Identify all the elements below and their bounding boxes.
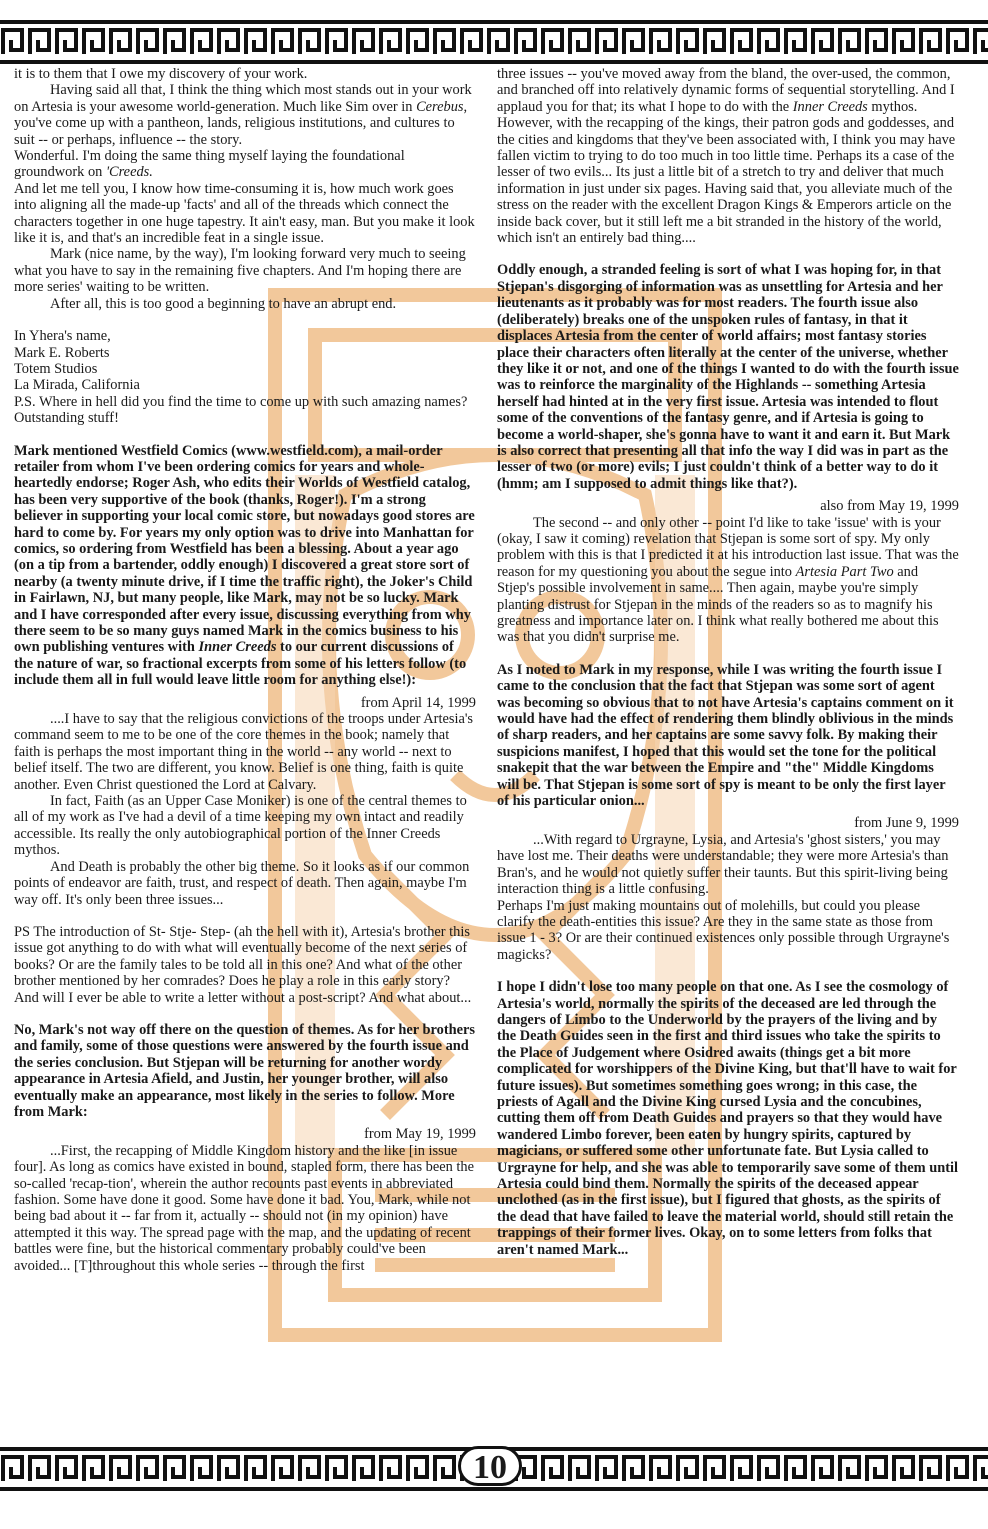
right-column (497, 66, 959, 1442)
letter-paragraph: ....I have to say that the religious convictions of the troops under Artesia's command seem to me to be one of the core themes in the book; namely that faith is perhaps the most important thing in the world -- any world -- next to belief itself. The two are different, you know. Belief is one thing, faith is quite another. Even Christ questioned the Lord at Calvary. (14, 711, 474, 793)
editor-response: Mark mentioned Westfield Comics (www.westfield.com), a mail-order retailer from whom I've been ordering comics for years and whole-heartedly endorse; Roger Ash, who edits their Worlds of Westfield catalog, has been very supportive of the book (thanks, Roger!). I'm a strong believer in supporting your local comic store, but nowadays good stores are hard to come by. For years my only option was to drive into Manhattan for comics, so ordering from Westfield has been a blessing. About a year ago (on a tip from a bartender, oddly enough) I discovered a great store sort of nearby (a twenty minute drive, if I time the traffic right), the Joker's Child in Fairlawn, NJ, but many people, like Mark, may not be so lucky. Mark and I have corresponded after every issue, discussing everything from why there seem to be so many guys named Mark in the comics business to his own publishing ventures with Inner Creeds to our current discussions of the nature of war, so fractional excerpts from some of his letters follow (to include them all in full would leave little room for anything else!): (14, 442, 475, 689)
left-column (14, 66, 476, 1442)
editor-response: I hope I didn't lose too many people on that one. As I see the cosmology of Artesia's world, normally the spirits of the deceased are led through the dangers of Limbo to the Underworld by the prayers of the living and by the Death Guides seen in the first and third issues who take the spirits to the Place of Judgement where Osidred awaits (things get a bit more complicated for worshippers of the Divine King, but that'll have to wait for future issues). But sometimes something goes wrong; in this case, the priests of Agall and the Divine King cursed Lysia and the concubines, cutting them off from Death Guides and prayers so that they would have wandered Limbo forever, been eaten by hungry spirits, captured by magicians, or suffered some other unfortunate fate. But Lysia called to Urgrayne for help, and she was able to temporarily save some of them until Artesia could bind them. Normally the spirits of the deceased appear unclothed (as in the first issue), but I figured that ghosts, as the spirits of the dead that have failed to leave the material world, should still retain the trappings of their former lives. Okay, on to some letters from folks that aren't named Mark... (497, 979, 958, 1258)
page-number: 10 (458, 1446, 522, 1486)
letter-paragraph: Having said all that, I think the thing which most stands out in your work on Artesia is your awesome world-generation. Much like Sim over in Cerebus, you've come up with a pantheon, lands, religious institutions, and cultures to suit -- or perhaps, influence -- the story. (14, 82, 472, 148)
editor-response: No, Mark's not way off there on the question of themes. As for her brothers and family, some of those questions were answered by the fourth issue and the series conclusion. But Stjepan will be returning for another wordy appearance in Artesia Afield, and Justin, her younger brother, will also eventually make an appearance, most likely in the series to follow. More from Mark: (14, 1021, 476, 1120)
letter-paragraph: And Death is probably the other big theme. So it looks as if our common points of endeavor are faith, trust, and respect of death. Then again, maybe I'm way off. It's only been three issues... (14, 858, 470, 908)
letter-paragraph: And let me tell you, I know how time-consuming it is, how much work goes into aligning all the made-up 'facts' and all of the threads which connect the characters together in one huge tapestry. It ain't easy, man. But you make it look like it is, and that's an incredible feat in a single issue. (14, 180, 475, 247)
letter-postscript: P.S. Where in hell did you find the time to come up with such amazing names? Outstanding stuff! (14, 393, 468, 427)
letter-paragraph: In fact, Faith (as an Upper Case Moniker) is one of the central themes to all of my work as I've had a devil of a time keeping my own intact and readily accessible. Its really the only autobiographical portion of the Inner Creeds mythos. (14, 793, 467, 859)
letter-paragraph: However, with the recapping of the kings, their patron gods and goddesses, and the cities and kingdoms that they've been associated with, I think you may have fallen victim to trying to do too much in too little time. Perhaps its a case of the lesser of two evils... Its just a little bit of a stretch to try and deliver that much information in just under six pages. Having said that, you alleviate much of the stress on the reader with the excellent Dragon Kings & Emperors article on the inside back cover, but it still left me a bit stranded in the history of the world, which isn't an entirely bad thing.... (497, 115, 956, 247)
top-greek-key-border (0, 20, 988, 64)
letter-paragraph: three issues -- you've moved away from the bland, the over-used, the common, and branched off into relatively dynamic forms of sequential storytelling. And I applaud you for that; its what I hope to do with the Inner Creeds mythos. (497, 66, 955, 115)
letter-date: from April 14, 1999 (360, 694, 476, 711)
letter-paragraph: ...With regard to Urgrayne, Lysia, and Artesia's 'ghost sisters,' you may have lost me. Their deaths were understandable; they were more Artesia's than Bran's, and he would not quietly suffer their taunts. But this spirit-living being interaction thing is a little confusing. (497, 831, 949, 898)
editor-response: As I noted to Mark in my response, while I was writing the fourth issue I came to the conclusion that the fact that Stjepan was some sort of agent was becoming so obvious that to not have Artesia's captains comment on it would have had the effect of rendering them blindly oblivious in the minds of sharp readers, and her captains are some savvy folk. By making their suspicions manifest, I hoped that this would set the tone for the political snakepit that the war between the Empire and "the" Middle Kingdoms will be. That Stjepan is some sort of spy is meant to be only the first layer of his particular onion... (497, 661, 954, 810)
letter-paragraph: Wonderful. I'm doing the same thing myself laying the foundational groundwork on 'Creeds. (14, 148, 405, 181)
letter-date: from June 9, 1999 (854, 815, 959, 832)
letter-paragraph: Perhaps I'm just making mountains out of molehills, but could you please clarify the death-entities this issue? Are they in the same state as those from issue 1 - 3? Or are their continued existences only possible through Urgrayne's magicks? (497, 897, 950, 963)
editor-response: Oddly enough, a stranded feeling is sort of what I was hoping for, in that Stjepan's disgorging of information was as unsettling for Artesia and her lieutenants as it probably was for most readers. The fourth issue also (deliberately) breaks one of the unspoken rules of fantasy, in that it displaces Artesia from the center of world affairs; most fantasy stories place their characters often literally at the center of the universe, whether they like it or not, and one of the things I wanted to do with the fourth issue was to reinforce the marginality of the Highlands -- something Artesia herself had hinted at in the very first issue. Artesia was intended to flout some of the conventions of the fantasy genre, and if Artesia is going to become a world-shaper, she's gonna have to want it and earn it. But Mark is also correct that presenting all that info the way I did was in part as the lesser of two (or more) evils; I just couldn't think of a better way to do it (hmm; am I supposed to admit things like that?). (497, 262, 959, 492)
letter-paragraph: After all, this is too good a beginning to have an abrupt end. (50, 295, 397, 312)
letter-postscript: PS The introduction of St- Stje- Step- (ah the hell with it), Artesia's brother this issue got anything to do with what will eventually become of the next series of books? Or are the family tales to be told all in this one? And what of the other brother mentioned by her comrades? Does he play a role in this early story? And will I ever be able to write a letter without a post-script? And what about... (14, 923, 472, 1006)
letter-paragraph: The second -- and only other -- point I'd like to take 'issue' with is your (okay, I saw it coming) revelation that Stjepan is some sort of spy. My only problem with this is that I predicted it at his introduction last issue. That was the reason for my questioning you about the segue into Artesia Part Two and Stjep's possible involvement in same.... Then again, maybe you're simply planting distrust for Stjepan in the minds of the readers so as to magnify his greatness and importance later on. I think what really bothered me about this was that you didn't surprise me. (497, 514, 959, 646)
letter-paragraph: Mark (nice name, by the way), I'm looking forward very much to seeing what you have to say in the remaining five chapters. And I'm hoping there are more series' waiting to be written. (14, 246, 466, 296)
letter-date: from May 19, 1999 (364, 1126, 476, 1143)
letter-paragraph: ...First, the recapping of Middle Kingdom history and the like [in issue four]. As long as comics have existed in bound, stapled form, there has been the so-called 'recap-tion', wherein the author recounts past events in abbreviated fashion. Some have done it good. Some have done it bad. You, Mark, while not being bad about it -- far from it, actually -- should not (in my opinion) have attempted it this way. The spread page with the map, and the updating of recent battles were fine, but the historical commentary probably could've been avoided... [T]throughout this whole series -- through the first (14, 1142, 474, 1274)
letter-date: also from May 19, 1999 (820, 498, 959, 515)
letter-signature: In Yhera's name, Mark E. Roberts Totem Studios La Mirada, California (14, 328, 140, 394)
letter-paragraph: it is to them that I owe my discovery of your work. (14, 66, 308, 82)
